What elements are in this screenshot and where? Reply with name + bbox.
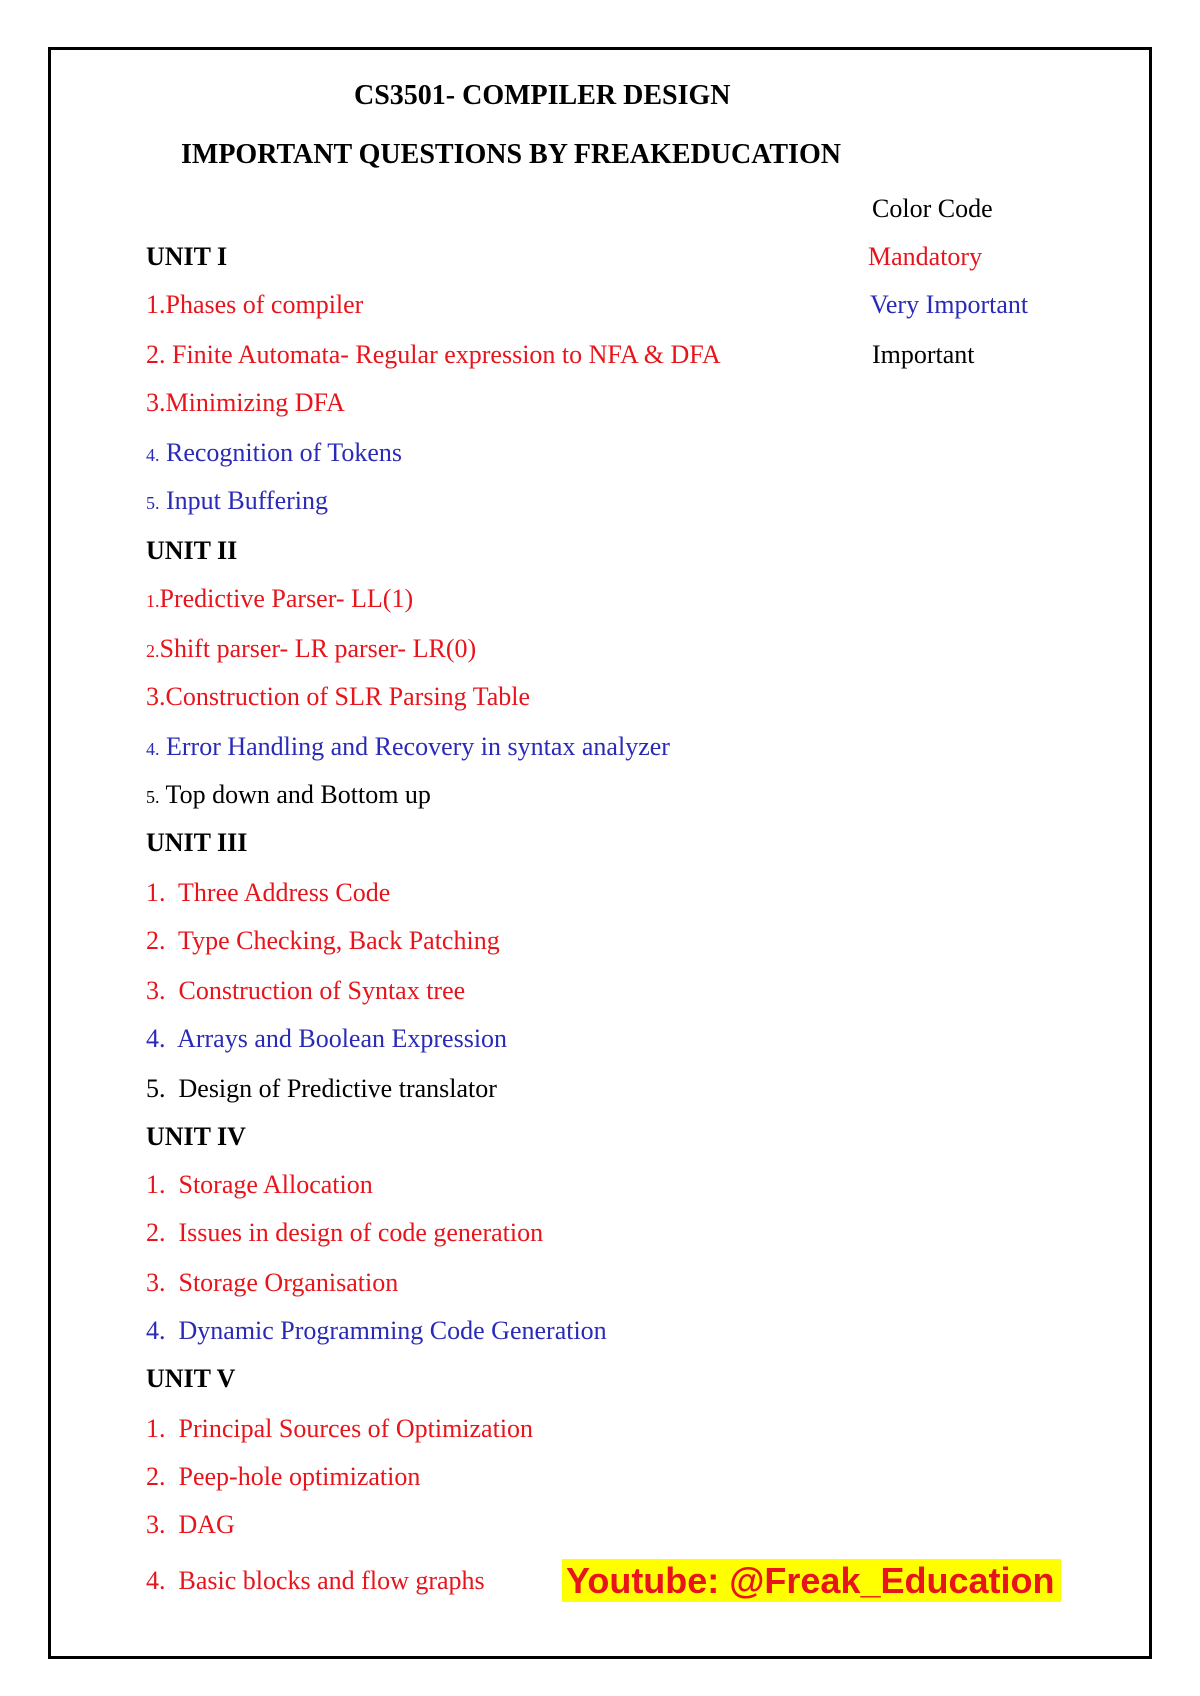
- list-item: [146, 1270, 398, 1296]
- page-subtitle: IMPORTANT QUESTIONS BY FREAKEDUCATION: [181, 139, 841, 170]
- list-item: [146, 928, 500, 954]
- item-text: Shift parser- LR parser- LR(0): [159, 634, 477, 663]
- item-number: 4.: [146, 1024, 166, 1053]
- list-item: [146, 1220, 543, 1246]
- item-text: Storage Organisation: [178, 1268, 399, 1297]
- list-item: [146, 880, 390, 906]
- item-text: Basic blocks and flow graphs: [178, 1566, 485, 1595]
- item-text: Issues in design of code generation: [178, 1218, 544, 1247]
- legend-very-important: Very Important: [870, 290, 1029, 319]
- item-number: 3.: [146, 1510, 166, 1539]
- item-number: 1.: [146, 1414, 166, 1443]
- item-text: Phases of compiler: [165, 290, 364, 319]
- item-text: Three Address Code: [178, 878, 391, 907]
- list-item: [146, 1512, 235, 1538]
- unit-heading: UNIT II: [146, 536, 238, 565]
- item-number: 5.: [146, 787, 160, 807]
- list-item: [146, 1076, 497, 1102]
- item-number: 4.: [146, 1316, 166, 1345]
- list-item: [146, 978, 465, 1004]
- item-text: Error Handling and Recovery in syntax analyzer: [166, 732, 670, 761]
- list-item: [146, 1568, 485, 1594]
- list-item: [146, 1026, 507, 1052]
- list-item: [146, 292, 363, 318]
- list-item: [146, 1318, 607, 1344]
- item-number: 2.: [146, 641, 160, 661]
- list-item: [146, 782, 431, 808]
- item-text: Minimizing DFA: [165, 388, 345, 417]
- list-item: [146, 440, 402, 466]
- item-text: Recognition of Tokens: [166, 438, 403, 467]
- youtube-banner: Youtube: @Freak_Education: [562, 1559, 1061, 1602]
- item-number: 1.: [146, 878, 166, 907]
- item-text: Construction of Syntax tree: [178, 976, 466, 1005]
- item-number: 3.: [146, 388, 166, 417]
- item-number: 5.: [146, 1074, 166, 1103]
- item-text: Dynamic Programming Code Generation: [178, 1316, 607, 1345]
- item-number: 1.: [146, 290, 166, 319]
- list-item: [146, 586, 413, 612]
- list-item: [146, 488, 328, 514]
- item-text: Arrays and Boolean Expression: [177, 1024, 508, 1053]
- item-text: Finite Automata- Regular expression to NFA & DFA: [172, 340, 721, 369]
- item-number: 2.: [146, 340, 166, 369]
- unit-heading: UNIT IV: [146, 1122, 246, 1151]
- item-text: Type Checking, Back Patching: [178, 926, 500, 955]
- item-text: Top down and Bottom up: [165, 780, 431, 809]
- item-text: Principal Sources of Optimization: [178, 1414, 534, 1443]
- item-text: Predictive Parser- LL(1): [159, 584, 414, 613]
- item-text: Construction of SLR Parsing Table: [165, 682, 531, 711]
- item-text: Peep-hole optimization: [178, 1462, 421, 1491]
- page-title: CS3501- COMPILER DESIGN: [354, 80, 731, 111]
- list-item: [146, 390, 345, 416]
- item-number: 3.: [146, 976, 166, 1005]
- item-number: 1.: [146, 591, 160, 611]
- item-text: Storage Allocation: [178, 1170, 373, 1199]
- legend-title: Color Code: [872, 194, 993, 223]
- list-item: [146, 636, 476, 662]
- item-text: Input Buffering: [166, 486, 328, 515]
- unit-heading: UNIT III: [146, 828, 248, 857]
- item-number: 5.: [146, 493, 160, 513]
- item-number: 2.: [146, 1218, 166, 1247]
- list-item: [146, 1416, 533, 1442]
- item-number: 4.: [146, 739, 160, 759]
- item-number: 3.: [146, 682, 166, 711]
- list-item: [146, 342, 721, 368]
- item-number: 2.: [146, 1462, 166, 1491]
- item-number: 2.: [146, 926, 166, 955]
- item-text: DAG: [178, 1510, 235, 1539]
- item-text: Design of Predictive translator: [178, 1074, 497, 1103]
- list-item: [146, 684, 530, 710]
- item-number: 1.: [146, 1170, 166, 1199]
- item-number: 4.: [146, 445, 160, 465]
- unit-heading: UNIT I: [146, 242, 228, 271]
- list-item: [146, 734, 670, 760]
- list-item: [146, 1464, 420, 1490]
- item-number: 3.: [146, 1268, 166, 1297]
- legend-important: Important: [872, 340, 975, 369]
- item-number: 4.: [146, 1566, 166, 1595]
- list-item: [146, 1172, 373, 1198]
- legend-mandatory: Mandatory: [868, 242, 983, 271]
- unit-heading: UNIT V: [146, 1364, 236, 1393]
